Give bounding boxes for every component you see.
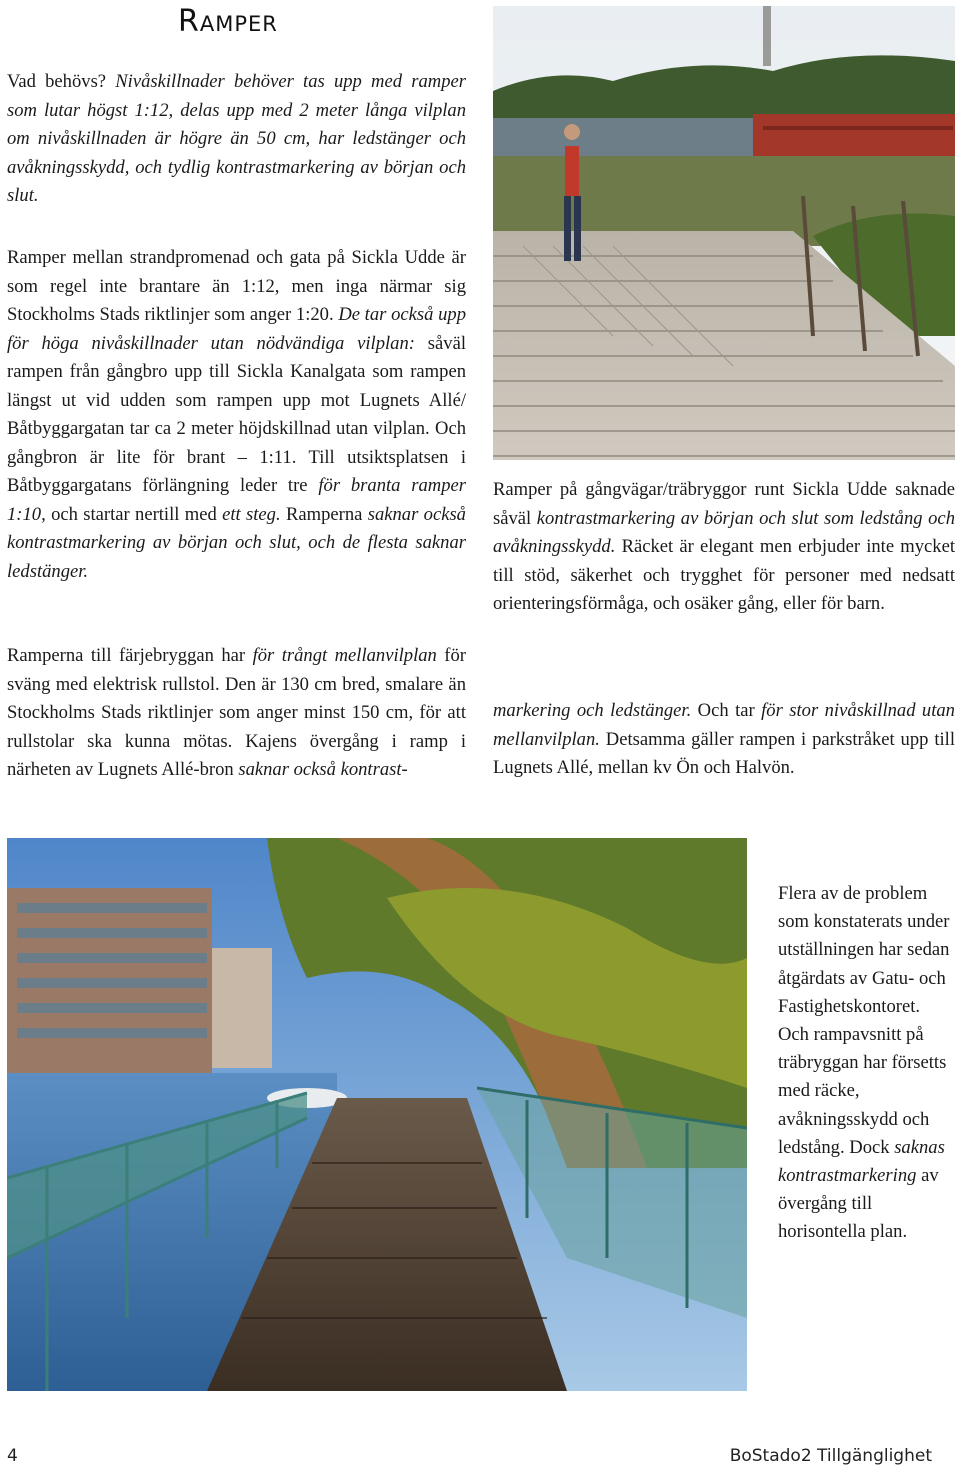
text-run: för branta ramper 1:10,: [7, 475, 466, 525]
intro-paragraph: [7, 68, 466, 211]
text-run: Nivåskillnader behöver tas upp med ramper som lutar högst 1:12, delas upp med 2 meter långa vilplan om nivåskillnaden är högre än 50 cm, har ledstänger och avåkningsskydd, och tydlig kontrastmarkering av början och slut.: [7, 71, 466, 206]
sidebar-note: [778, 880, 954, 1247]
text-run: såväl rampen från gångbro upp till Sickla Kanalgata som rampen längst ut vid udden som rampen upp mot Lugnets Allé/ Båtbyggargatan tar ca 2 meter höjdskillnad utan vilplan. Och gångbron är lite för brant – 1:11. Till utsiktsplatsen i Båtbyggargatans förlängning leder tre: [7, 332, 466, 496]
text-run: saknar också kontrast-: [238, 759, 408, 780]
text-run: av övergång till horisontella plan.: [778, 1165, 939, 1243]
text-run: för trångt mellanvilplan: [252, 645, 437, 666]
ramp-photo: [493, 6, 955, 460]
photo-caption: [493, 476, 955, 619]
text-run: Räcket är elegant men erbjuder inte mycket till stöd, säkerhet och trygghet för personer med nedsatt orienteringsförmåga, och osäker gång, eller för barn.: [493, 536, 955, 614]
text-run: saknas kontrastmarkering: [778, 1136, 945, 1187]
text-run: för sväng med elektrisk rullstol. Den är 130 cm bred, smalare än Stockholms Stads riktlinjer som anger minst 150 cm, för att rullstolar ska kunna mötas. Kajens övergång i ramp i närheten av Lugnets Allé-bron: [7, 645, 466, 780]
text-run: Ramperna till färjebryggan har: [7, 645, 253, 666]
text-run: Ramperna: [280, 503, 368, 525]
text-run: markering och ledstänger.: [493, 700, 692, 721]
body-paragraph: [7, 244, 466, 586]
text-run: De tar också upp för höga nivåskillnader utan nödvändiga vilplan:: [7, 304, 466, 354]
boardwalk-photo: [7, 838, 747, 1391]
text-run: saknar också kontrastmarkering av början och slut, och de flesta saknar ledstänger.: [7, 503, 466, 582]
text-run: Ramper på gångvägar/träbryggor runt Sickla Udde saknade såväl: [493, 479, 955, 529]
text-run: för stor nivåskillnad utan mellanvilplan.: [493, 700, 955, 750]
text-run: Detsamma gäller rampen i parkstråket upp till Lugnets Allé, mellan kv Ön och Halvön.: [493, 728, 955, 778]
text-run: Flera av de problem som konstaterats under utställningen har sedan åtgärdats av Gatu- och Fastighetskontoret. Och rampavsnitt på träbryggan har försetts med räcke, avåkningsskydd och ledstång. Dock: [778, 883, 950, 1158]
text-run: Och tar: [691, 700, 762, 721]
text-run: kontrastmarkering av början och slut som ledstång och avåkningsskydd.: [493, 507, 955, 557]
body-paragraph-2: [7, 642, 466, 785]
continued-paragraph: [493, 697, 955, 783]
footer-title: BoStado2 Tillgänglighet: [729, 1446, 932, 1466]
text-run: ett steg.: [222, 503, 281, 525]
text-run: Ramper mellan strandpromenad och gata på Sickla Udde är som regel inte brantare än 1:12, men inga närmar sig Stockholms Stads riktlinjer som anger 1:20.: [7, 247, 466, 325]
text-run: och startar nertill med: [45, 503, 223, 525]
page-number: 4: [7, 1446, 18, 1466]
page-title: Ramper: [178, 4, 278, 39]
text-run: Vad behövs?: [7, 71, 116, 92]
